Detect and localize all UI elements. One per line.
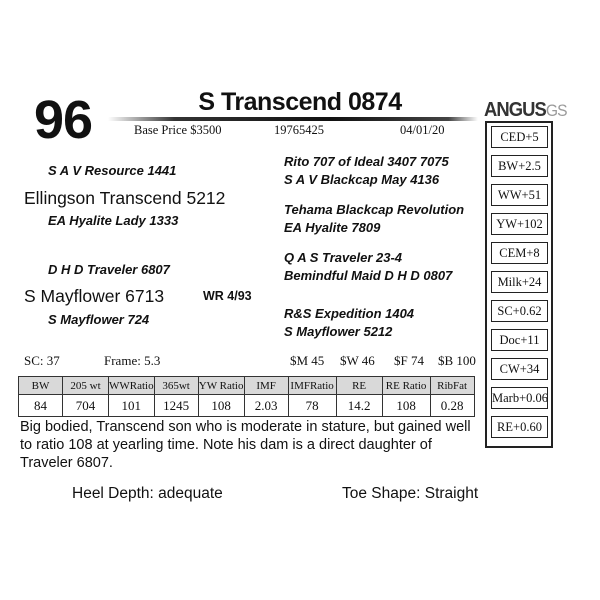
animal-name: S Transcend 0874 (198, 88, 402, 116)
col-wwratio: WWRatio (109, 377, 155, 395)
epd-bw: BW+2.5 (491, 155, 548, 177)
pedigree-sire-sire: S A V Resource 1441 (48, 163, 177, 178)
col-reratio: RE Ratio (382, 377, 430, 395)
val-bw: 84 (19, 395, 63, 417)
epd-doc: Doc+11 (491, 329, 548, 351)
pedigree-ss-sire: Rito 707 of Ideal 3407 7075 (284, 154, 449, 169)
epd-yw: YW+102 (491, 213, 548, 235)
logo-suffix: GS (545, 101, 567, 120)
base-price: Base Price $3500 (134, 123, 222, 137)
epd-cem: CEM+8 (491, 242, 548, 264)
val-365wt: 1245 (154, 395, 198, 417)
val-re: 14.2 (336, 395, 382, 417)
col-re: RE (336, 377, 382, 395)
col-ribfat: RibFat (430, 377, 474, 395)
pedigree-dd-dam: S Mayflower 5212 (284, 324, 393, 339)
pedigree-ds-sire: Q A S Traveler 23-4 (284, 250, 403, 265)
index-maternal: $M 45 (290, 353, 325, 368)
pedigree-ss-dam: S A V Blackcap May 4136 (284, 172, 440, 187)
pedigree-dd-sire: R&S Expedition 1404 (284, 306, 415, 321)
lot-number: 96 (34, 90, 93, 150)
logo-main: ANGUS (484, 99, 546, 121)
val-ywratio: 108 (198, 395, 244, 417)
val-205wt: 704 (63, 395, 109, 417)
epd-cw: CW+34 (491, 358, 548, 380)
index-beef: $B 100 (438, 353, 476, 368)
col-205wt: 205 wt (63, 377, 109, 395)
toe-shape: Toe Shape: Straight (342, 485, 479, 502)
epd-sc: SC+0.62 (491, 300, 548, 322)
val-wwratio: 101 (109, 395, 155, 417)
performance-header-row (19, 377, 475, 395)
birth-date: 04/01/20 (400, 123, 445, 137)
heel-depth: Heel Depth: adequate (72, 485, 223, 502)
val-ribfat: 0.28 (430, 395, 474, 417)
col-imfratio: IMFRatio (288, 377, 336, 395)
remarks-text: Big bodied, Transcend son who is moderate in stature, but gained well to ratio 108 at yearling time. Note his dam is a direct daughter of Traveler 6807. (20, 419, 471, 471)
pedigree-sire: Ellingson Transcend 5212 (24, 188, 226, 208)
index-weaning: $W 46 (340, 353, 375, 368)
performance-value-row (19, 395, 475, 417)
epd-milk: Milk+24 (491, 271, 548, 293)
pedigree-sd-dam: EA Hyalite 7809 (284, 220, 381, 235)
pedigree-ds-dam: Bemindful Maid D H D 0807 (284, 268, 453, 283)
scrotal-circumference: SC: 37 (24, 353, 60, 368)
col-365wt: 365wt (154, 377, 198, 395)
frame-score: Frame: 5.3 (104, 353, 161, 368)
header-rule (108, 117, 478, 121)
index-feedlot: $F 74 (394, 353, 424, 368)
pedigree-dam-sire: D H D Traveler 6807 (48, 262, 170, 277)
pedigree-dam-dam: S Mayflower 724 (48, 312, 150, 327)
pedigree-sd-sire: Tehama Blackcap Revolution (284, 202, 465, 217)
epd-re: RE+0.60 (491, 416, 548, 438)
pedigree-dam: S Mayflower 6713 (24, 286, 165, 306)
val-reratio: 108 (382, 395, 430, 417)
val-imfratio: 78 (288, 395, 336, 417)
registration-number: 19765425 (274, 123, 324, 137)
epd-column (485, 121, 553, 448)
epd-marb: Marb+0.06 (491, 387, 548, 409)
epd-ced: CED+5 (491, 126, 548, 148)
pedigree-sire-dam: EA Hyalite Lady 1333 (48, 213, 179, 228)
val-imf: 2.03 (244, 395, 288, 417)
col-bw: BW (19, 377, 63, 395)
epd-ww: WW+51 (491, 184, 548, 206)
performance-table (18, 376, 475, 417)
col-imf: IMF (244, 377, 288, 395)
col-ywratio: YW Ratio (198, 377, 244, 395)
angus-gs-logo (484, 99, 567, 122)
pedigree-dam-wr: WR 4/93 (203, 289, 252, 303)
